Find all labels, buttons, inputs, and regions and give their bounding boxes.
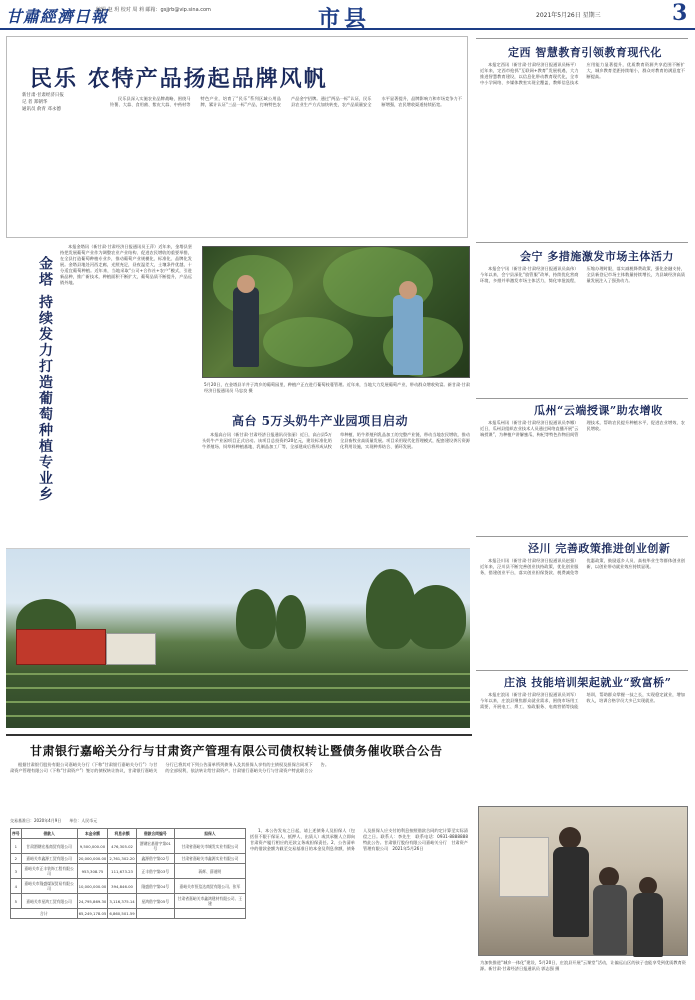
notice-body-text: [10, 762, 468, 824]
dingxi-paragraph: 本报定西讯（新甘肃·甘肃经济日报通讯员杨平）近年来，定西市抢抓“互联网+教育”发展机遇，大力推进智慧教育建设，以信息化带动教育现代化，全市中小学网络、多媒体教室实现全覆盖，教师信息技术应用能力显著提升，优质教育资源共享范围不断扩大，城乡教育差距持续缩小，群众对教育的满意度不断提高。: [480, 62, 685, 85]
classroom-photo: [478, 806, 688, 956]
dingxi-body-text: [480, 62, 685, 230]
cattle-body-text: [202, 432, 470, 542]
total-interest: 6,860,501.59: [108, 909, 136, 919]
grape-vineyard-photo: [202, 246, 470, 378]
table-cell: 5: [11, 894, 22, 909]
table-cell: 394,846.00: [108, 879, 136, 894]
column-header: 担保人: [174, 829, 245, 839]
lead-paragraph: 民乐县深入实施农业品牌战略，围绕马铃薯、大蒜、食用菌、紫皮大蒜、中药材等特色产业，培育了“民乐”系列区域公用品牌，累计认证“三品一标”产品，打响特色农产品金字招牌。通过“两品一标”认证，民乐县农业生产方式加快转变，农产品质量安全水平显著提升，品牌影响力和市场竞争力不断增强，农民增收渠道持续拓宽。: [110, 96, 462, 107]
table-cell: 1: [11, 839, 22, 854]
byline-line: 通讯员 俞青 邓永德: [22, 107, 61, 112]
table-cell: 4: [11, 879, 22, 894]
table-row: [11, 864, 246, 879]
cattle-paragraph: 本报高台讯（新甘肃·甘肃经济日报通讯员张丽）近日，高台县5万头奶牛产业园项目正式启动。该项目总投资约20亿元，建设标准化奶牛养殖场、饲草料种植基地、乳制品加工厂等，全部建成后将形成从牧草种植、奶牛养殖到乳品加工的完整产业链，带动当地农民增收，推动全县畜牧业高质量发展。项目采用现代化管理模式，配套建设粪污资源化利用设施，实现种养结合、循环发展。: [202, 432, 470, 449]
notice-terms-text: [250, 828, 473, 988]
table-row: [11, 839, 246, 854]
zhuanglang-body-text: [480, 692, 685, 800]
table-cell: 甘肃省嘉峪关市城发实业有限公司: [174, 839, 245, 854]
table-row: [11, 854, 246, 864]
grape-photo-caption: 5月20日，在金塔县羊井子湾乡的葡萄园里，种植户正在进行葡萄枝蔓管理。近年来，当地大力发展葡萄产业，带动群众增收致富。新甘肃·甘肃经济日报通讯员 马忠良 摄: [204, 382, 470, 393]
table-cell: 正丰借字第03号: [136, 864, 174, 879]
notice-paragraph: 根据甘肃银行股份有限公司嘉峪关分行（下称“甘肃银行嘉峪关分行”）与甘肃资产管理有限公司（下称“甘肃资产”）签订的债权转让协议，甘肃银行嘉峪关分行已将其对下列公告清单所列债务人及其担保人享有的主债权及担保合同项下的全部权利，依法转让给甘肃资产。甘肃银行嘉峪关分行与甘肃资产特此联合公告。: [10, 762, 330, 773]
issue-date: 2021年5月26日 星期三: [536, 12, 601, 19]
table-row: [11, 879, 246, 894]
table-cell: 476,305.02: [108, 839, 136, 854]
table-row: [11, 894, 246, 909]
vineyard-landscape-photo: [6, 548, 470, 728]
table-header-row: [11, 829, 246, 839]
grape-headline: 金塔 持续发力打造葡萄种植专业乡: [37, 256, 53, 503]
huining-headline: 会宁 多措施激发市场主体活力: [520, 250, 674, 263]
table-total-row: [11, 909, 246, 919]
zhuanglang-paragraph: 本报庄浪讯（新甘肃·甘肃经济日报通讯员刘军）今年以来，庄浪县聚焦群众就业需求，围绕市场用工需要，开展电工、焊工、家政服务、电商营销等技能培训，帮助群众掌握一技之长，实现稳定就业，增加收入，培训合格学员大多已实现就业。: [480, 692, 685, 709]
newspaper-logo: 甘肅經濟日報: [6, 7, 109, 26]
byline-line: 新甘肃·甘肃经济日报: [22, 93, 64, 98]
table-cell: 3,116,375.14: [108, 894, 136, 909]
table-cell: 953,308.75: [77, 864, 108, 879]
column-header: 借款合同编号: [136, 829, 174, 839]
jingchuan-paragraph: 本报泾川讯（新甘肃·甘肃经济日报通讯员赵强）近年来，泾川县不断完善创业扶持政策，优化创业服务，搭建创业平台，落实创业担保贷款、税费减免等优惠政策，鼓励返乡人员、高校毕业生等群体创业创新，以创业带动就业效应持续显现。: [480, 558, 685, 575]
zhuanglang-headline: 庄浪 技能培训架起就业“致富桥”: [504, 676, 672, 689]
jingchuan-body-text: [480, 558, 685, 668]
column-header: 利息余额: [108, 829, 136, 839]
table-cell: 24,795,869.30: [77, 894, 108, 909]
guazhou-body-text: [480, 420, 685, 532]
table-cell: 10,000,000.00: [77, 879, 108, 894]
table-cell: 嘉峪关市星鸿工贸有限公司: [21, 894, 77, 909]
notice-headline: 甘肃银行嘉峪关分行与甘肃资产管理有限公司债权转让暨债务催收联合公告: [30, 744, 443, 758]
table-cell: 9,500,000.00: [77, 839, 108, 854]
jingchuan-headline: 泾川 完善政策推进创业创新: [528, 542, 671, 555]
table-cell: 嘉峪关市隆盛煤炭贸易有限公司: [21, 879, 77, 894]
grape-paragraph: 本报金塔讯（新甘肃·甘肃经济日报通讯员王萍）近年来，金塔县坚持把发展葡萄产业作为调整农业产业结构、促进农民增收的重要举措，在全县打造葡萄种植专业乡，推动葡萄产业规模化、标准化、品牌化发展。金塔县地处河西走廊，光照充足，昼夜温差大，土壤条件优越，十分适宜葡萄种植。近年来，当地采取“公司+合作社+农户”模式，引进新品种，推广新技术，种植面积不断扩大，葡萄品质不断提升，产品远销外地。: [60, 244, 192, 285]
classroom-photo-caption: 为加快推进“城乡一体化”建设，5月20日，庄浪县开展“云课堂”活动，让偏远山区的孩子也能享受到优质教育资源。新甘肃·甘肃经济日报通讯员 郭志强 摄: [480, 960, 686, 971]
total-label: 合计: [11, 909, 78, 919]
lead-byline: [22, 92, 102, 113]
table-cell: 111,673.23: [108, 864, 136, 879]
page-number: 3: [672, 0, 688, 26]
total-principal: 65,249,178.05: [77, 909, 108, 919]
table-cell: 星鸿借字第05号: [136, 894, 174, 909]
table-cell: 2: [11, 854, 22, 864]
table-cell: 甘肃省嘉峪关市鑫鸿建材有限公司、王建: [174, 894, 245, 909]
notice-table-caption: 交易基准日：2020年4月9日 单位：人民币元: [10, 818, 98, 823]
table-cell: [136, 909, 174, 919]
notice-terms-paragraph: 1、本公告发布之日起，请上述债务人及担保人（包括但不限于保证人、抵押人、出质人）或其承继人立即向甘肃资产履行相应的还款义务或担保责任。2、公告清单中的借款金额为截至交易基准日的本金及利息余额，债务人及担保人应支付的利息按照借款合同约定计算至实际清偿之日。联系人：李先生 联系电话：0931-8888888 特此公告。甘肃银行股份有限公司嘉峪关分行 甘肃资产管理有限公司 2021年5月26日: [250, 828, 473, 851]
byline-line: 记 者 郑朝华: [22, 100, 48, 105]
table-cell: 隆盛借字第04号: [136, 879, 174, 894]
huining-paragraph: 本报会宁讯（新甘肃·甘肃经济日报通讯员高伟）今年以来，会宁县深化“放管服”改革，持续优化营商环境，多措并举激发市场主体活力，简化审批流程，压缩办理时限，落实减税降费政策，强化金融支持，全县新登记市场主体数量持续增长，为县域经济高质量发展注入了强劲动力。: [480, 266, 685, 283]
column-header: 借款人: [21, 829, 77, 839]
table-cell: 2,761,302.20: [108, 854, 136, 864]
dingxi-headline: 定西 智慧教育引领教育现代化: [508, 46, 662, 59]
section-title: 市县: [318, 6, 371, 32]
lead-body-text: [110, 96, 462, 230]
table-cell: 嘉峪关市鑫源工贸有限公司: [21, 854, 77, 864]
table-cell: 3: [11, 864, 22, 879]
lead-headline: 民乐 农特产品扬起品牌风帆: [30, 66, 328, 92]
table-cell: [174, 909, 245, 919]
table-cell: 甘肃酒钢宏基商贸有限公司: [21, 839, 77, 854]
table-cell: 嘉峪关市恒信达商贸有限公司、张军: [174, 879, 245, 894]
guazhou-headline: 瓜州“云端授课”助农增收: [534, 404, 663, 417]
table-cell: 嘉峪关市正丰装饰工程有限公司: [21, 864, 77, 879]
guazhou-paragraph: 本报瓜州讯（新甘肃·甘肃经济日报通讯员李娜）近日，瓜州县组织农业技术人员通过网络直播开展“云端授课”，为种植户讲解蜜瓜、枸杞等特色作物田间管理技术，帮助农民提升种植水平，促进农业增效、农民增收。: [480, 420, 685, 437]
column-header: 本金余额: [77, 829, 108, 839]
notice-debt-table: [10, 828, 246, 919]
table-cell: 酒钢宏基借字第01号: [136, 839, 174, 854]
table-cell: 鑫源借字第02号: [136, 854, 174, 864]
column-header: 序号: [11, 829, 22, 839]
editor-credits: 编辑 赵 玥 校对 周 莉 邮箱：gsjjrb@vip.sina.com: [96, 7, 211, 13]
huining-body-text: [480, 266, 685, 396]
table-cell: 甘肃省嘉峪关市鑫源实业有限公司: [174, 854, 245, 864]
cattle-headline: 高台 5万头奶牛产业园项目启动: [232, 414, 409, 428]
table-cell: 20,000,000.00: [77, 854, 108, 864]
table-cell: 蒋辉、薛道明: [174, 864, 245, 879]
